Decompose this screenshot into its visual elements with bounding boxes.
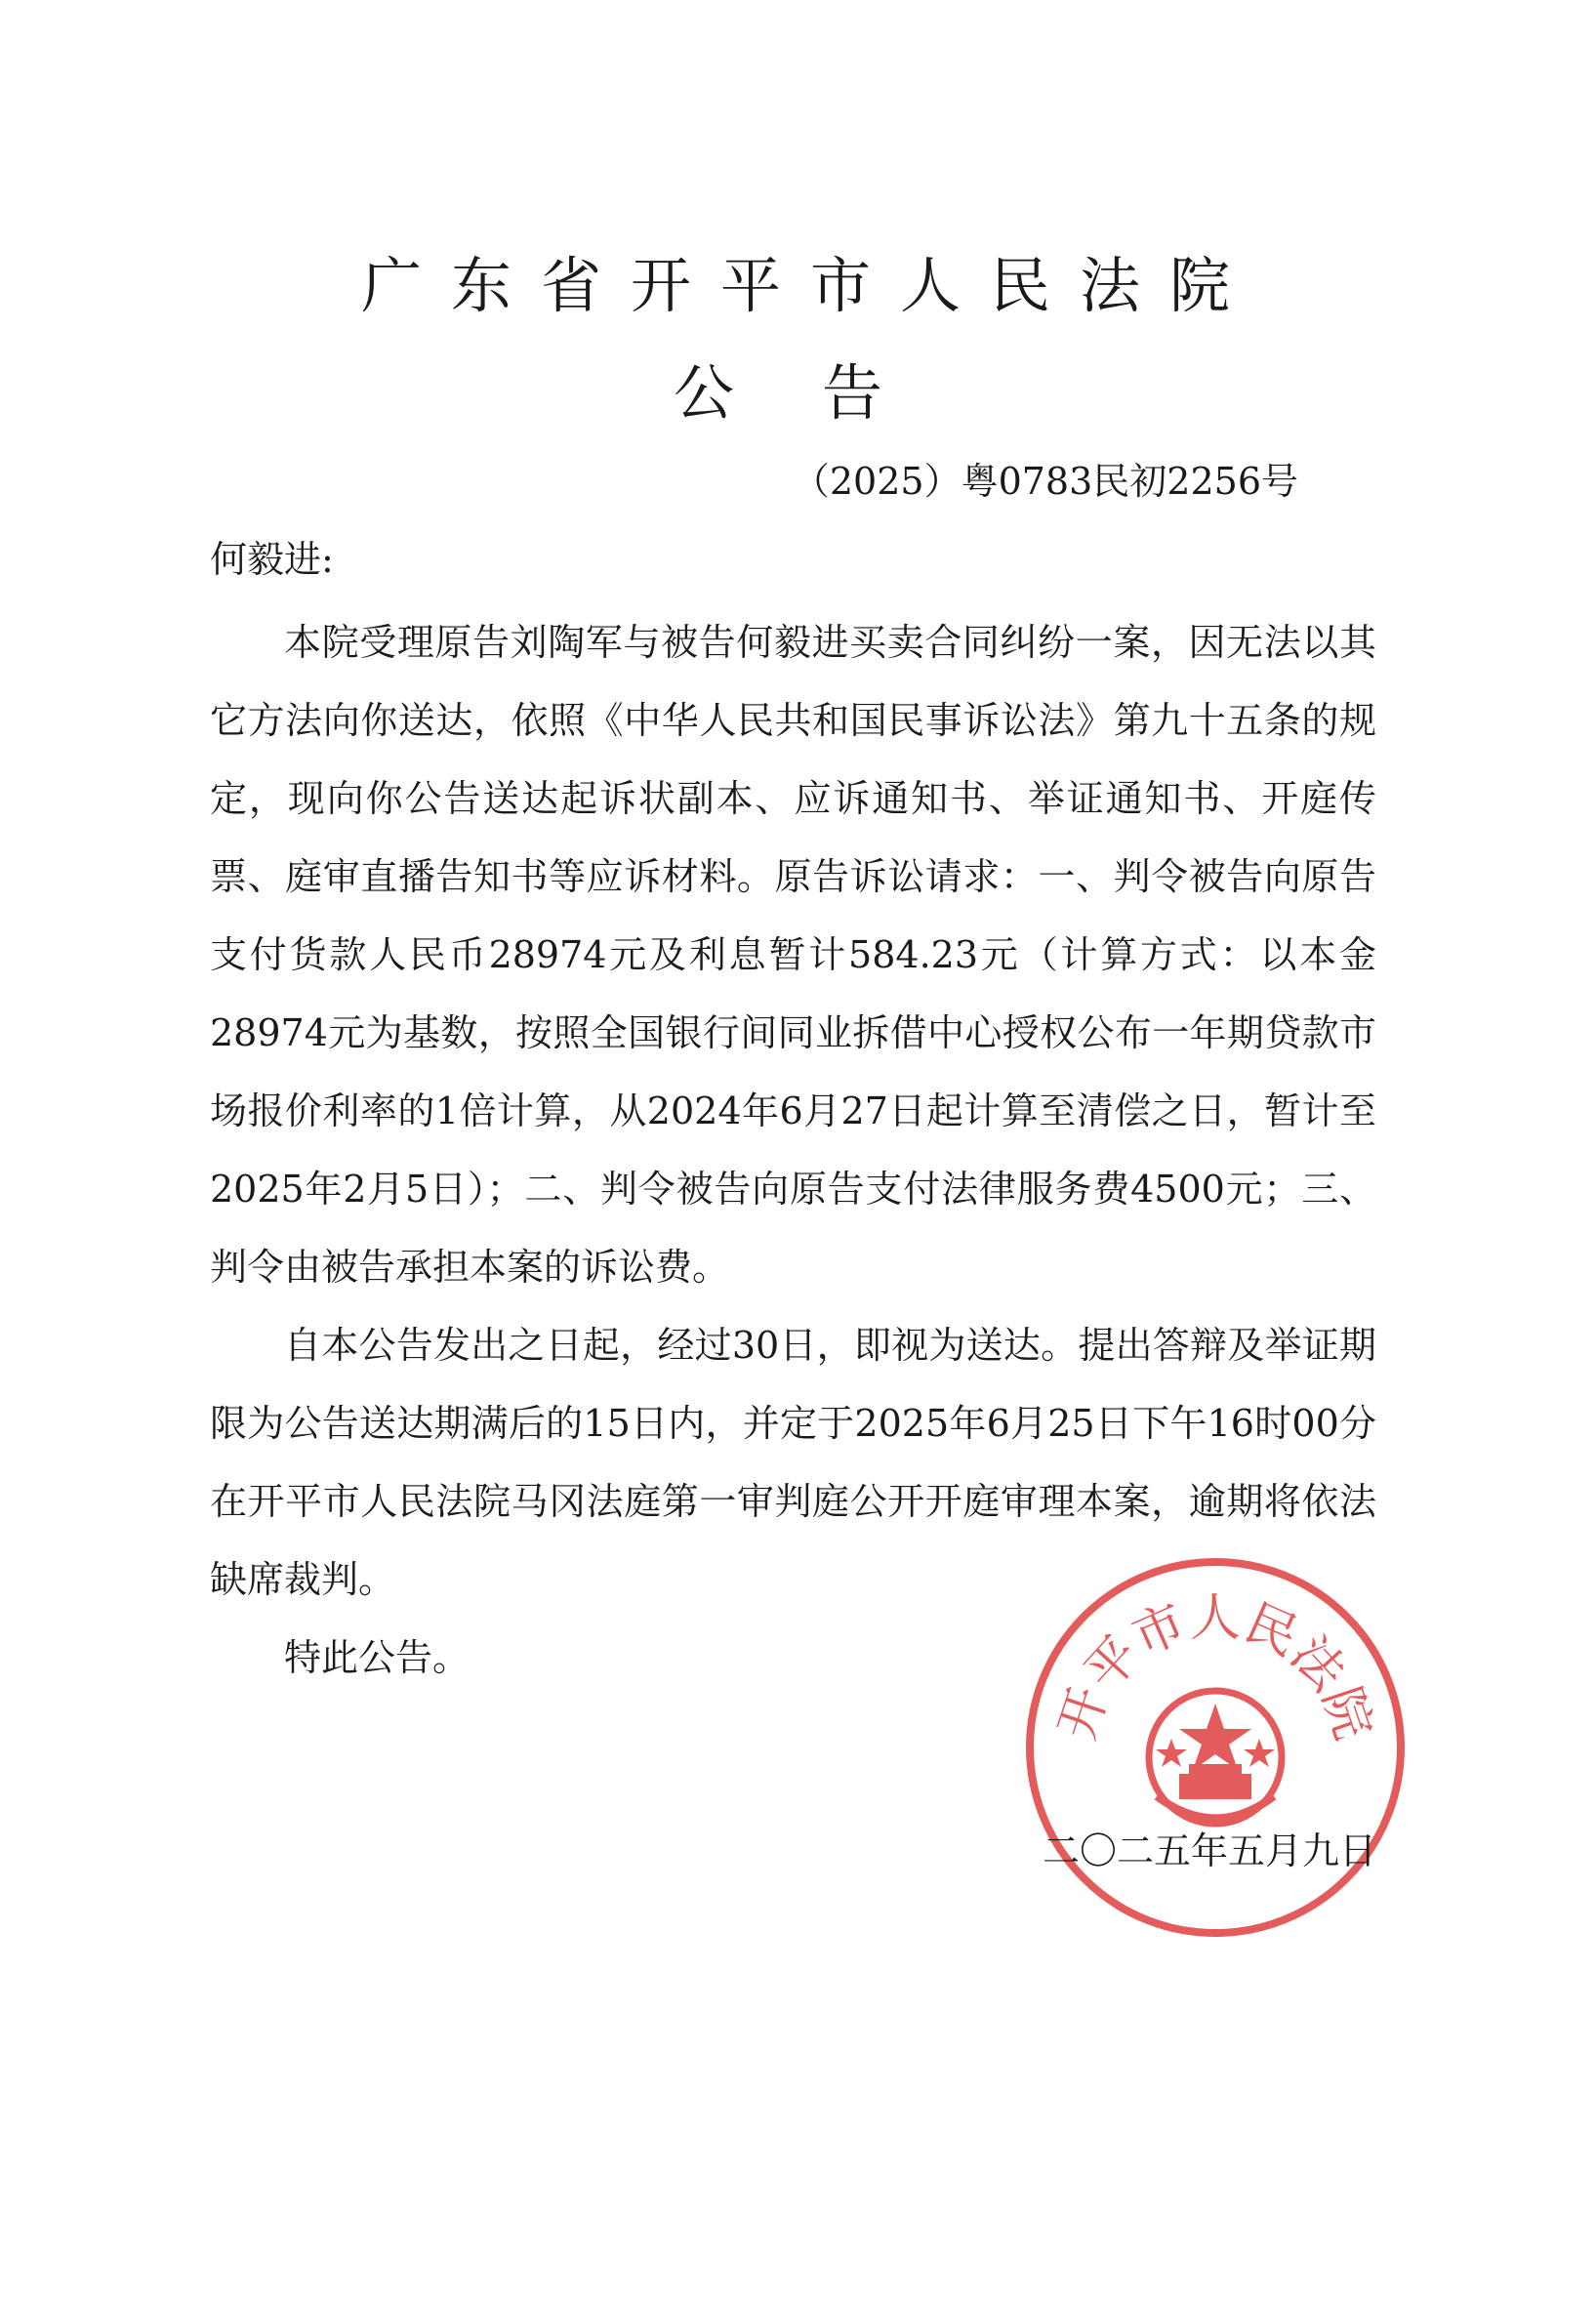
- document-type-heading: 公告: [674, 357, 971, 429]
- addressee: 何毅进:: [210, 538, 334, 581]
- issue-date: 二〇二五年五月九日: [1042, 1829, 1376, 1872]
- court-name-title: 广东省开平市人民法院: [361, 250, 1260, 321]
- national-emblem-icon: [1149, 1691, 1282, 1824]
- case-number: （2025）粤0783民初2256号: [792, 460, 1298, 503]
- paragraph-schedule: 自本公告发出之日起，经过30日，即视为送达。提出答辩及举证期限为公告送达期满后的15日内，并定于2025年6月25日下午16时00分在开平市人民法院马冈法庭第一审判庭公开开庭审理本案，逾期将依法缺席裁判。: [210, 1324, 1376, 1601]
- court-seal: [1015, 1547, 1415, 1948]
- paragraph-claims: 本院受理原告刘陶军与被告何毅进买卖合同纠纷一案，因无法以其它方法向你送达，依照《中华人民共和国民事诉讼法》第九十五条的规定，现向你公告送达起诉状副本、应诉通知书、举证通知书、开庭传票、庭审直播告知书等应诉材料。原告诉讼请求：一、判令被告向原告支付货款人民币28974元及利息暂计584.23元（计算方式：以本金28974元为基数，按照全国银行间同业拆借中心授权公布一年期贷款市场报价利率的1倍计算，从2024年6月27日起计算至清偿之日，暂计至2025年2月5日）；二、判令被告向原告支付法律服务费4500元；三、判令由被告承担本案的诉讼费。: [210, 621, 1376, 1289]
- paragraph-closing: 特此公告。: [284, 1636, 471, 1679]
- notice-body: [210, 603, 1376, 1697]
- seal-text: 开平市人民法院: [1047, 1589, 1383, 1747]
